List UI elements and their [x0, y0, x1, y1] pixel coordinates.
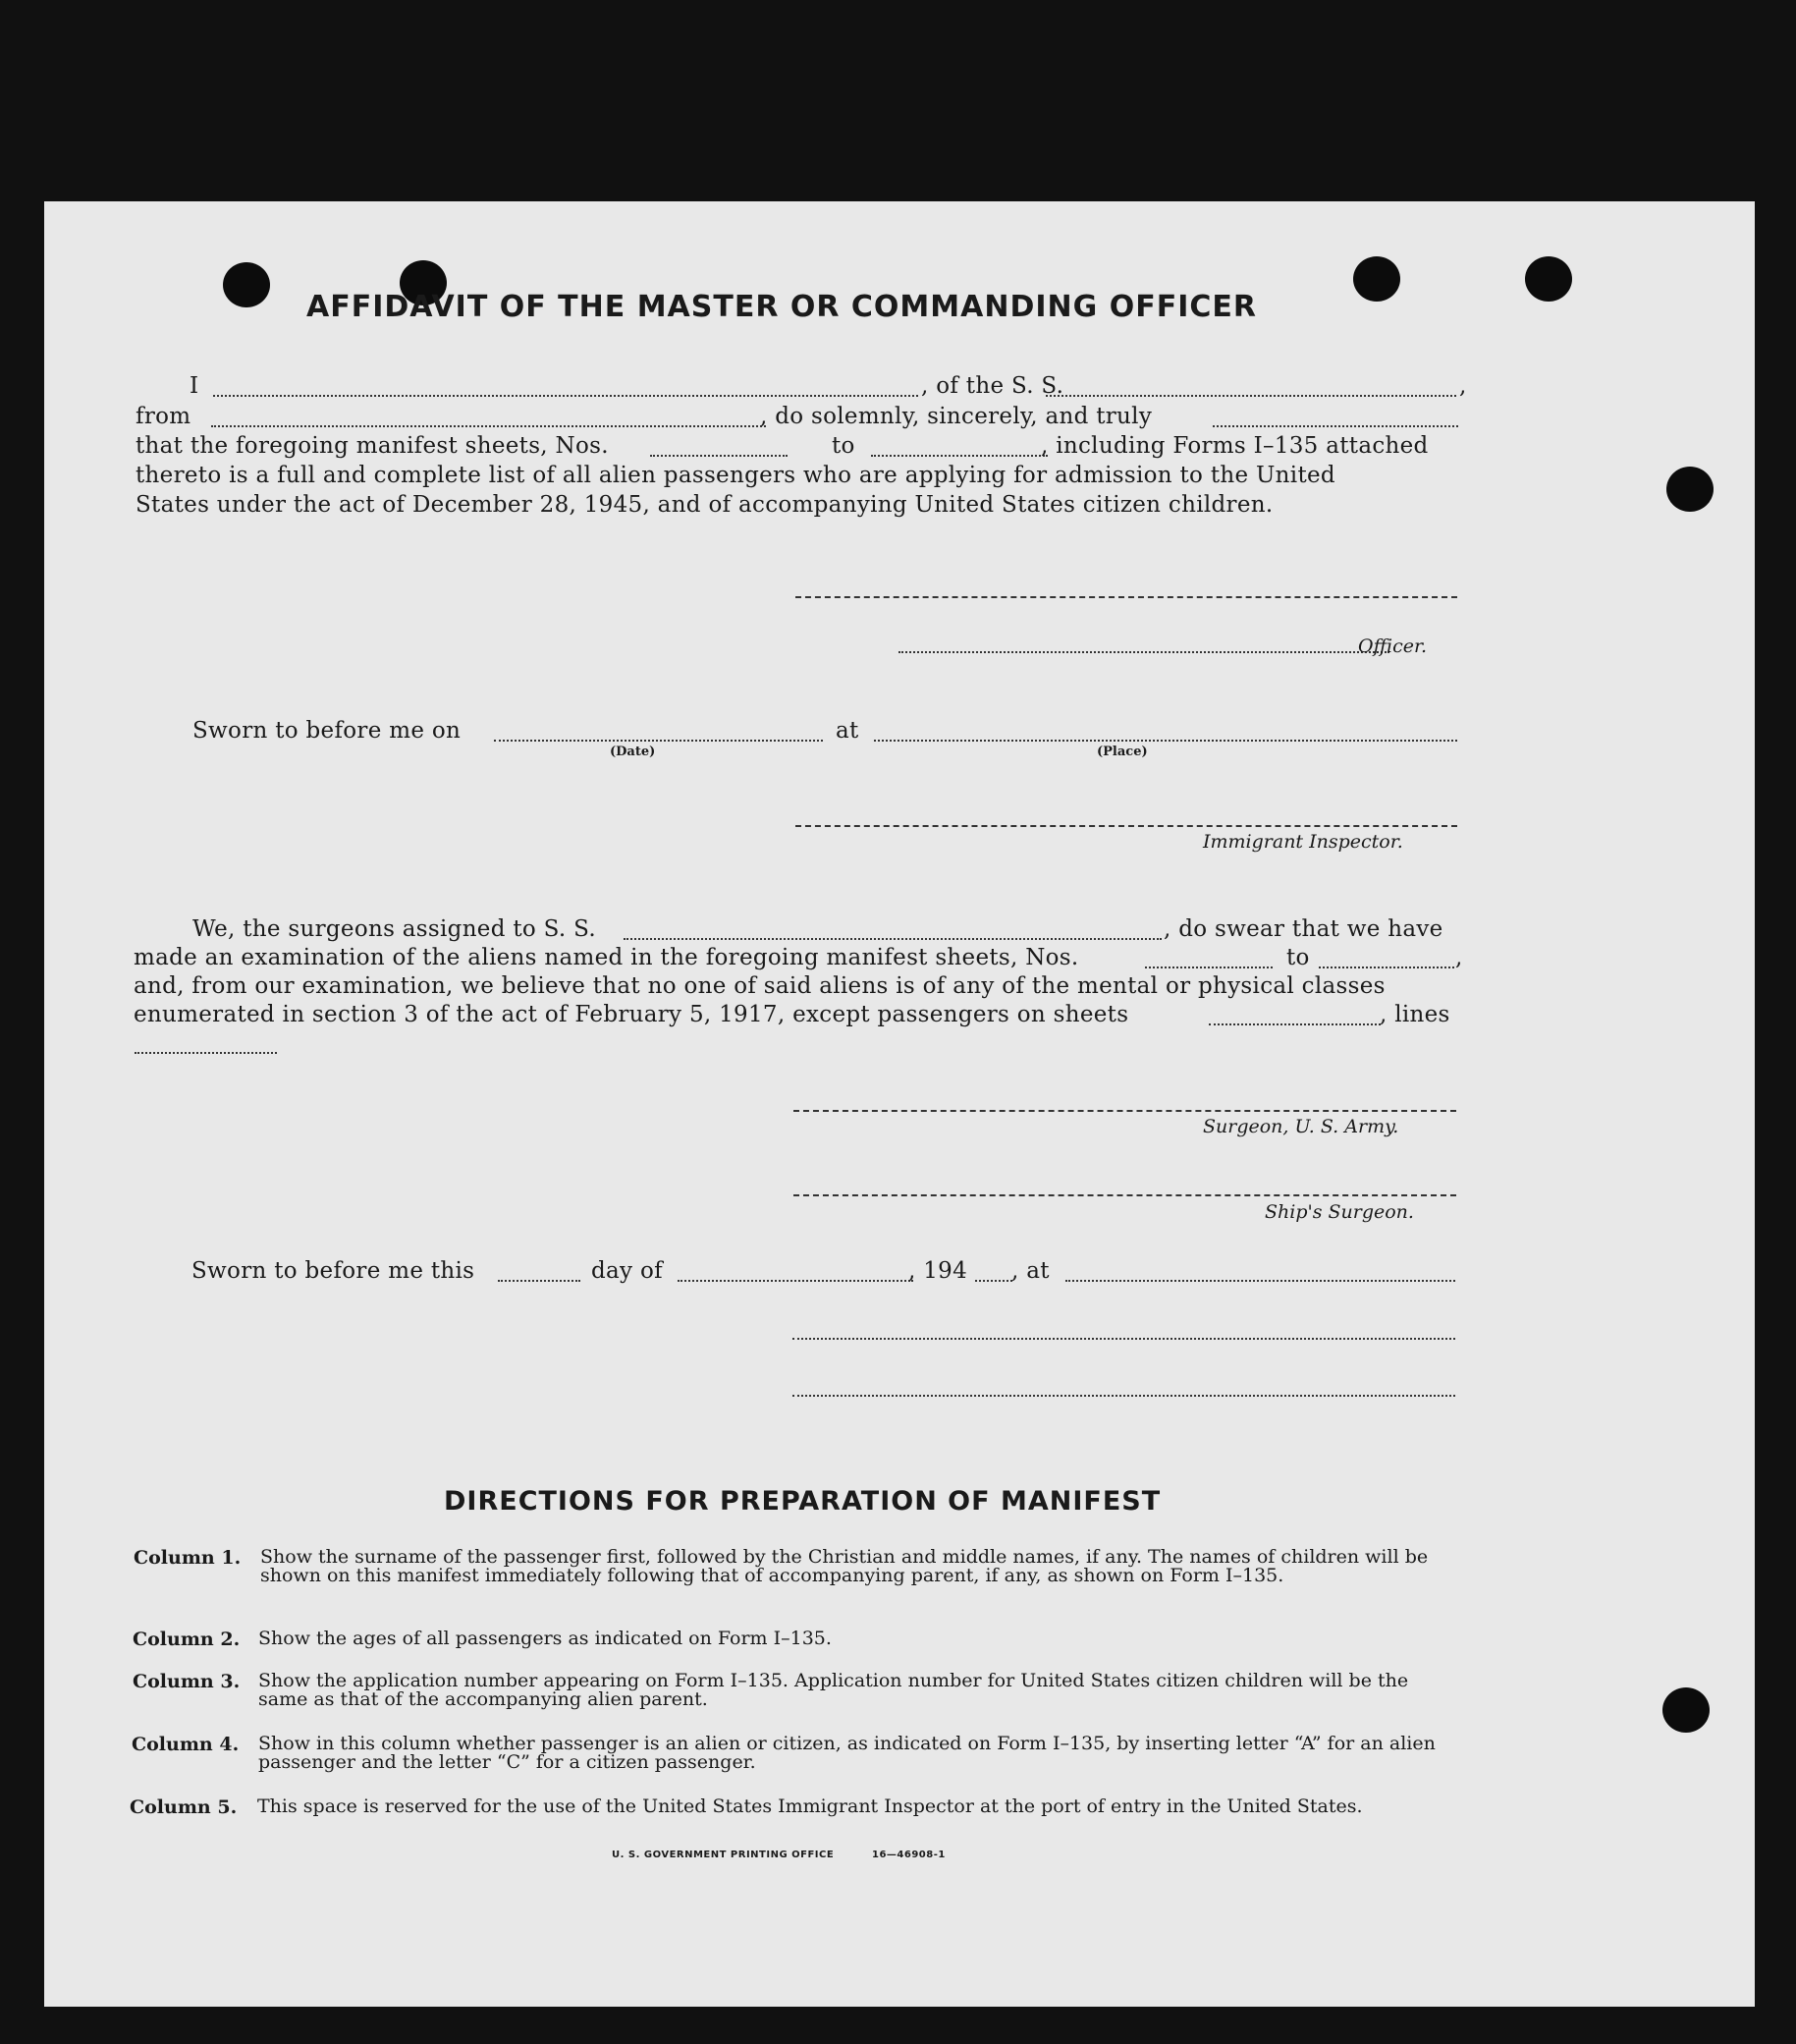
master-signature-line[interactable]: [795, 596, 1457, 598]
sworn2-prefix: Sworn to before me this: [191, 1258, 475, 1284]
column-3-text: Show the application number appearing on Form I–135. Application number for United States citizen children will be the same as that of the accompanying alien parent.: [258, 1670, 1409, 1710]
column-1-label: Column 1.: [134, 1547, 242, 1569]
inspector-caption: Immigrant Inspector.: [1203, 831, 1403, 853]
sworn-day-field[interactable]: [498, 1280, 580, 1282]
of-ss-label: , of the S. S.: [921, 373, 1064, 399]
sheets-from-field[interactable]: [650, 455, 788, 457]
sworn-date-field[interactable]: [494, 740, 823, 742]
from-port-field[interactable]: [211, 425, 766, 427]
form-sheet: [44, 201, 1755, 2007]
sheets-to-field[interactable]: [871, 455, 1048, 457]
except-lines-field[interactable]: [135, 1052, 277, 1054]
sworn2-title-line[interactable]: [792, 1395, 1455, 1397]
inspector-signature-line[interactable]: [795, 825, 1457, 827]
surgeons-line1b: , do swear that we have: [1164, 916, 1443, 942]
except-sheets-field[interactable]: [1209, 1023, 1381, 1025]
place-caption: (Place): [1097, 745, 1148, 759]
solemnly-text: , do solemnly, sincerely, and truly: [760, 404, 1153, 429]
sworn2-at-label: , at: [1011, 1258, 1050, 1284]
surgeons-line3: and, from our examination, we believe that no one of said aliens is of any of the mental or physical classes: [134, 973, 1386, 999]
surgeons-line1a: We, the surgeons assigned to S. S.: [192, 916, 596, 942]
master-name-field[interactable]: [213, 395, 918, 397]
day-of-label: day of: [591, 1258, 663, 1284]
surgeons-comma: ,: [1455, 945, 1463, 970]
swear-field[interactable]: [1213, 425, 1458, 427]
column-5-text: This space is reserved for the use of the United States Immigrant Inspector at the port of entry in the United States.: [257, 1795, 1363, 1817]
surgeons-line2a: made an examination of the aliens named in the foregoing manifest sheets, Nos.: [134, 945, 1079, 970]
ship-surgeon-signature-line[interactable]: [793, 1194, 1456, 1196]
comma: ,: [1459, 373, 1467, 399]
line3-text: that the foregoing manifest sheets, Nos.: [136, 433, 609, 459]
directions-title: DIRECTIONS FOR PREPARATION OF MANIFEST: [444, 1486, 1162, 1517]
date-caption: (Date): [610, 745, 656, 759]
surgeons-to-label: to: [1286, 945, 1310, 970]
sworn-place-field[interactable]: [874, 740, 1457, 742]
sworn1-at-label: at: [836, 718, 859, 744]
punch-hole: [223, 262, 270, 307]
column-1-text: Show the surname of the passenger first, followed by the Christian and middle names, if any. The names of children will be shown on this manifest immediately following that of accompanying parent, if any, as shown on Form I–135.: [260, 1546, 1429, 1586]
sworn-year-field[interactable]: [975, 1280, 1012, 1282]
sworn2-signature-line[interactable]: [792, 1338, 1455, 1340]
column-3-label: Column 3.: [133, 1671, 241, 1692]
sworn1-prefix: Sworn to before me on: [192, 718, 462, 744]
army-surgeon-caption: Surgeon, U. S. Army.: [1203, 1116, 1399, 1137]
column-5-label: Column 5.: [130, 1796, 238, 1818]
line4-text: thereto is a full and complete list of all alien passengers who are applying for admission to the United: [136, 463, 1335, 488]
surgeons-line4a: enumerated in section 3 of the act of February 5, 1917, except passengers on sheets: [134, 1002, 1129, 1027]
to-label: to: [832, 433, 855, 459]
punch-hole: [1666, 467, 1714, 512]
i-label: I: [190, 373, 199, 399]
from-label: from: [136, 404, 191, 429]
surgeons-sheets-from-field[interactable]: [1145, 967, 1273, 968]
column-4-label: Column 4.: [132, 1734, 240, 1755]
surgeons-sheets-to-field[interactable]: [1319, 967, 1454, 968]
year-label: , 194: [908, 1258, 968, 1284]
sworn2-place-field[interactable]: [1065, 1280, 1455, 1282]
sworn-month-field[interactable]: [678, 1280, 913, 1282]
printer-imprint: U. S. GOVERNMENT PRINTING OFFICE: [612, 1850, 835, 1860]
column-2-text: Show the ages of all passengers as indicated on Form I–135.: [258, 1628, 832, 1649]
surgeons-ship-field[interactable]: [624, 938, 1162, 940]
form-number: 16—46908-1: [872, 1850, 946, 1860]
punch-hole: [1525, 256, 1572, 302]
surgeons-line4b: , lines: [1380, 1002, 1450, 1027]
punch-hole: [1353, 256, 1400, 302]
ship-name-field[interactable]: [1046, 395, 1456, 397]
column-2-label: Column 2.: [133, 1629, 241, 1650]
officer-caption: Officer.: [1358, 635, 1428, 657]
affidavit-title: AFFIDAVIT OF THE MASTER OR COMMANDING OFFICER: [306, 290, 1257, 324]
officer-title-field[interactable]: [898, 651, 1389, 653]
line5-text: States under the act of December 28, 1945, and of accompanying United States citizen children.: [136, 492, 1274, 518]
line3-forms-text: , including Forms I–135 attached: [1041, 433, 1429, 459]
column-4-text: Show in this column whether passenger is an alien or citizen, as indicated on Form I–135, by inserting letter “A” for an alien passenger and the letter “C” for a citizen passenger.: [258, 1733, 1436, 1773]
punch-hole: [1662, 1687, 1710, 1733]
ship-surgeon-caption: Ship's Surgeon.: [1265, 1201, 1414, 1223]
army-surgeon-signature-line[interactable]: [793, 1110, 1456, 1112]
